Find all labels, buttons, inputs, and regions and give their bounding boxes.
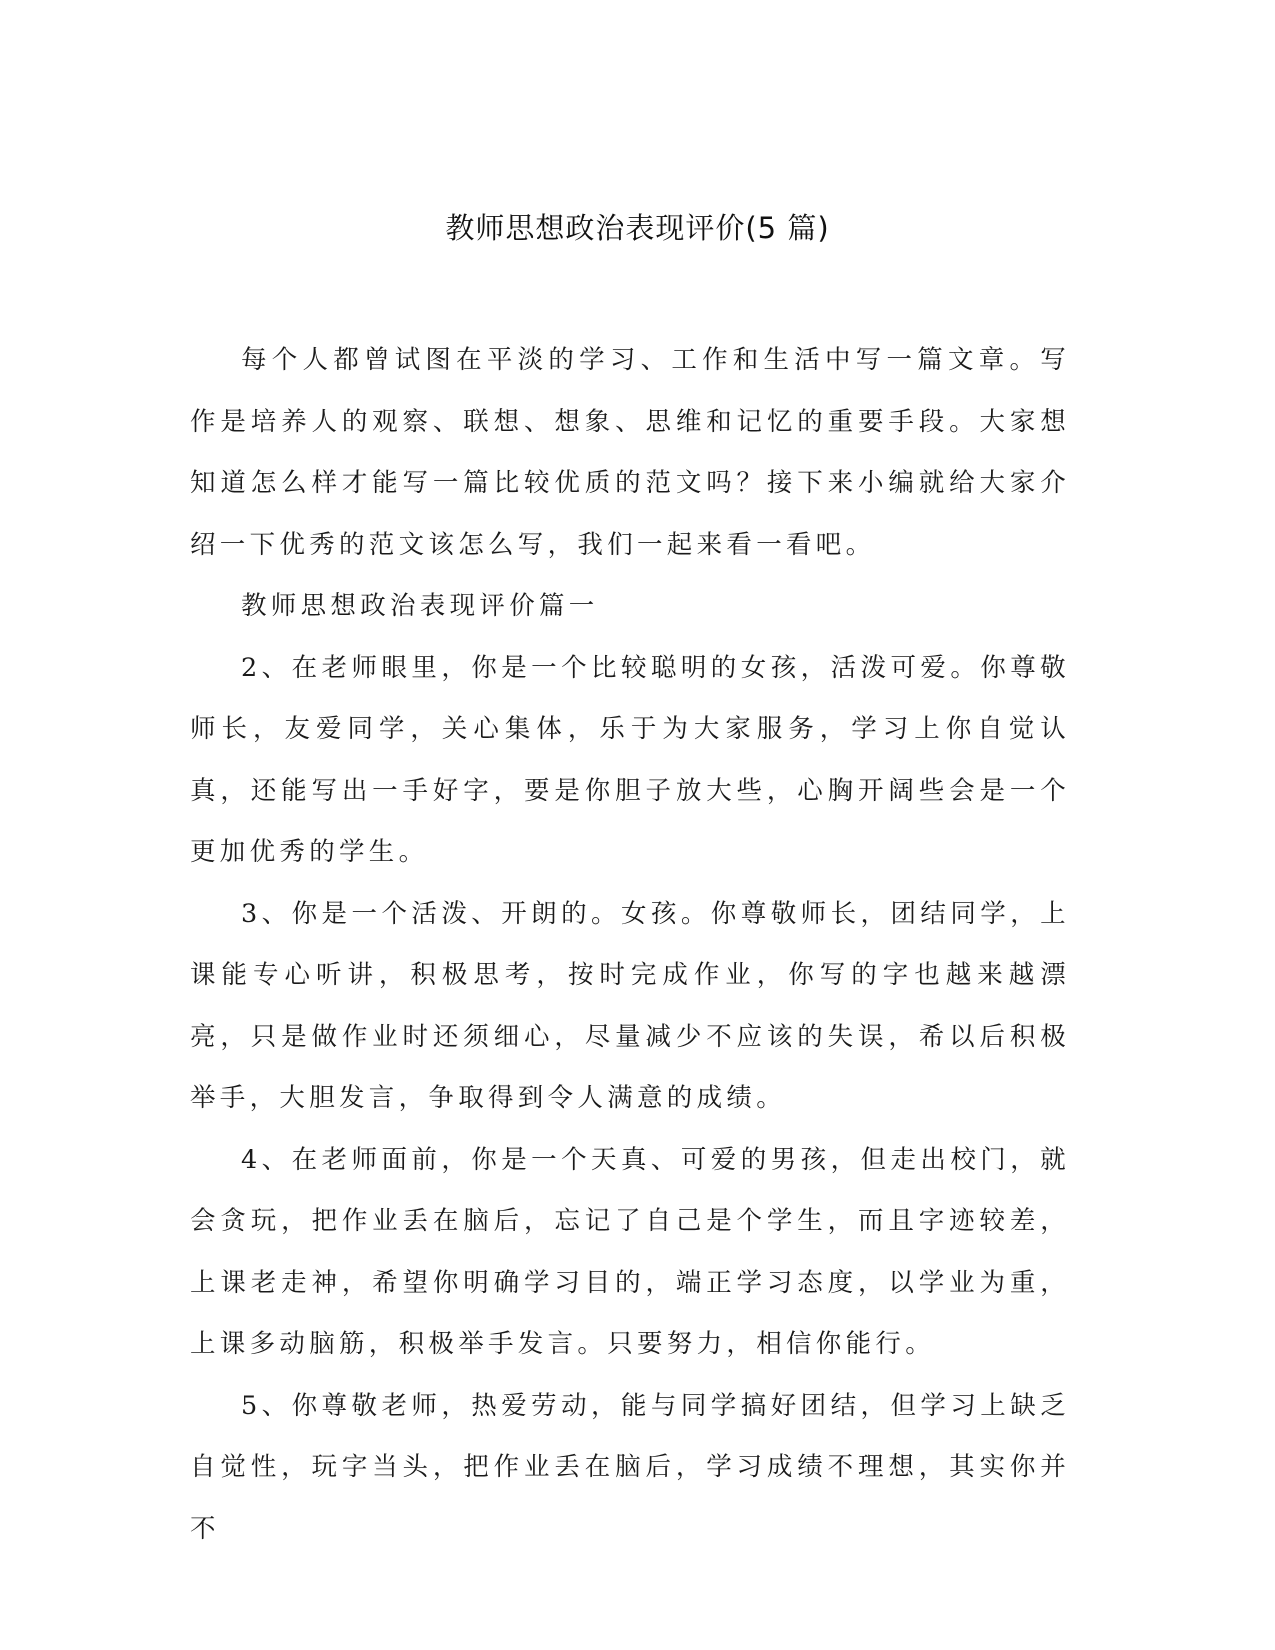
intro-paragraph: 每个人都曾试图在平淡的学习、工作和生活中写一篇文章。写作是培养人的观察、联想、想象、思维和记忆的重要手段。大家想知道怎么样才能写一篇比较优质的范文吗？接下来小编就给大家介绍一下优秀的范文该怎么写，我们一起来看一看吧。 [190,345,1070,560]
document-body [190,330,1070,1560]
document-title: 教师思想政治表现评价(5 篇) [445,211,830,245]
section-heading: 教师思想政治表现评价篇一 [241,591,599,621]
paragraph-2: 2、在老师眼里，你是一个比较聪明的女孩，活泼可爱。你尊敬师长，友爱同学，关心集体，乐于为大家服务，学习上你自觉认真，还能写出一手好字，要是你胆子放大些，心胸开阔些会是一个更加优秀的学生。 [190,652,1070,867]
paragraph-4: 4、在老师面前，你是一个天真、可爱的男孩，但走出校门，就会贪玩，把作业丢在脑后，忘记了自己是个学生，而且字迹较差，上课老走神，希望你明确学习目的，端正学习态度，以学业为重，上课多动脑筋，积极举手发言。只要努力，相信你能行。 [190,1144,1070,1359]
paragraph-5: 5、你尊敬老师，热爱劳动，能与同学搞好团结，但学习上缺乏自觉性，玩字当头，把作业丢在脑后，学习成绩不理想，其实你并不 [190,1390,1070,1544]
paragraph-3: 3、你是一个活泼、开朗的。女孩。你尊敬师长，团结同学，上课能专心听讲，积极思考，按时完成作业，你写的字也越来越漂亮，只是做作业时还须细心，尽量减少不应该的失误，希以后积极举手，大胆发言，争取得到令人满意的成绩。 [190,898,1070,1113]
